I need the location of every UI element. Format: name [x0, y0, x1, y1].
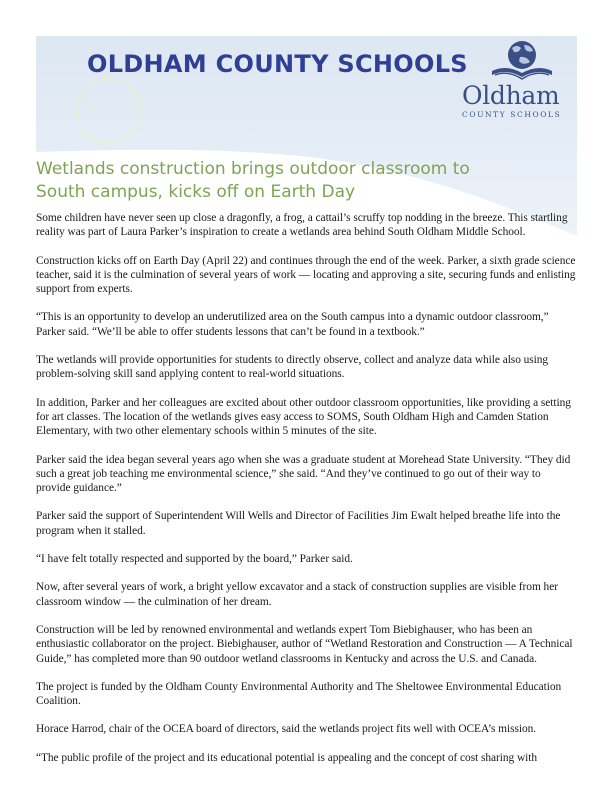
- globe-book-icon: [490, 39, 554, 83]
- masthead-title: OLDHAM COUNTY SCHOOLS: [87, 50, 468, 78]
- paragraph: “This is an opportunity to develop an underutilized area on the South campus into a dynamic outdoor classroom,” Parker said. “We’ll be able to offer students lessons that can’t be found in a textbook.”: [36, 311, 549, 338]
- paragraph: Now, after several years of work, a bright yellow excavator and a stack of construction supplies are visible from her classroom window — the culmination of her dream.: [36, 581, 558, 608]
- logo-subtitle: COUNTY SCHOOLS: [462, 110, 562, 119]
- paragraph: Parker said the idea began several years ago when she was a graduate student at Morehead State University. “They did such a great job teaching me environmental science,” she said. “And they’ve continued to go out of their way to provide guidance.”: [36, 453, 571, 495]
- logo-wordmark: Oldham: [462, 81, 560, 110]
- paragraph: “The public profile of the project and its educational potential is appealing and the concept of cost sharing with: [36, 751, 538, 764]
- article-headline: Wetlands construction brings outdoor classroom to South campus, kicks off on Earth Day: [36, 159, 470, 202]
- paragraph: Some children have never seen up close a dragonfly, a frog, a cattail’s scruffy top nodding in the breeze. This startling reality was part of Laura Parker’s inspiration to create a wetlands area behind South Oldham Middle School.: [36, 212, 568, 239]
- article-body: [36, 211, 577, 779]
- paragraph: “I have felt totally respected and supported by the board,” Parker said.: [36, 553, 353, 566]
- paragraph: In addition, Parker and her colleagues are excited about other outdoor classroom opportunities, like providing a setting for art classes. The location of the wetlands gives easy access to SOMS, South Oldham High and Camden Station Elementary, with two other elementary schools within 5 minutes of the site.: [36, 396, 571, 438]
- district-logo: [462, 39, 570, 119]
- paragraph: Construction kicks off on Earth Day (April 22) and continues through the end of the week. Parker, a sixth grade science teacher, said it is the culmination of several years of work — locating and approving a site, securing funds and enlisting support from experts.: [36, 254, 576, 296]
- paragraph: Parker said the support of Superintendent Will Wells and Director of Facilities Jim Ewalt helped breathe life into the program when it stalled.: [36, 510, 561, 537]
- dotted-circle-decoration: [76, 78, 142, 144]
- paragraph: Horace Harrod, chair of the OCEA board of directors, said the wetlands project fits well with OCEA’s mission.: [36, 723, 537, 736]
- paragraph: The project is funded by the Oldham County Environmental Authority and The Sheltowee Environmental Education Coalition.: [36, 680, 562, 708]
- paragraph: The wetlands will provide opportunities for students to directly observe, collect and analyze data while also using problem-solving skill sand applying content to real-world situations.: [36, 354, 549, 381]
- paragraph: Construction will be led by renowned environmental and wetlands expert Tom Biebighauser, who has been an enthusiastic collaborator on the project. Biebighauser, author of “Wetland Restoration and Construction — A Technical Guide,” has completed more than 90 outdoor wetland classrooms in Kentucky and across the U.S. and Canada.: [36, 623, 573, 665]
